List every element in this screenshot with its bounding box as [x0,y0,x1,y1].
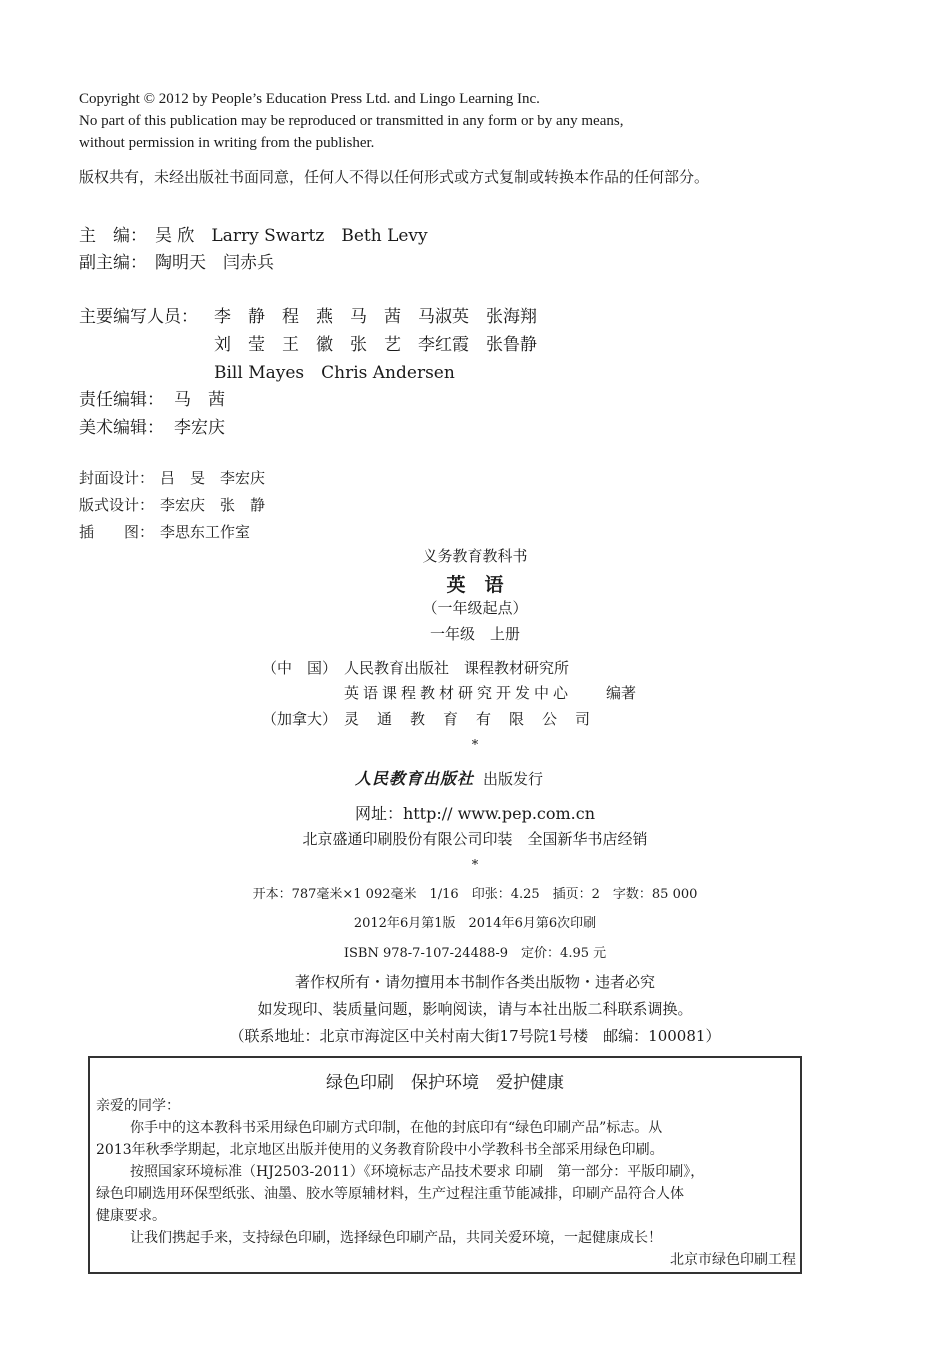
writers-label: 主要编写人员： [79,307,198,327]
publisher-logo: 人民教育出版社 [355,769,475,788]
publisher-suffix: 出版发行 [483,770,544,788]
layout-design-label: 版式设计： [79,496,155,514]
art-editor-value: 李宏庆 [174,418,225,438]
printer-info: 北京盛通印刷股份有限公司印装 全国新华书店经销 [302,830,648,848]
green-printing-box [88,1056,802,1274]
contact-address: （联系地址：北京市海淀区中关村南大街17号院1号楼 邮编：100081） [229,1027,721,1045]
canada-label: （加拿大） [262,710,338,728]
china-label: （中 国） [262,659,338,677]
cover-design-value: 吕 旻 李宏庆 [160,469,266,487]
green-box-p1-line1: 你手中的这本教科书采用绿色印刷方式印制，在他的封底印有“绿色印刷产品”标志。从 [130,1120,663,1136]
writers-line-2: 刘 莹 王 徽 张 艺 李红霞 张鲁静 [214,335,537,355]
green-box-p2-line3: 健康要求。 [96,1208,166,1224]
isbn-price: ISBN 978-7-107-24488-9 定价：4.95 元 [343,946,607,961]
green-box-p1-line2: 2013年秋季学期起，北京地区出版并使用的义务教育阶段中小学教科书全部采用绿色印刷。 [96,1142,664,1158]
green-box-p3-line1: 让我们携起手来，支持绿色印刷，选择绿色印刷产品，共同关爱环境，一起健康成长！ [130,1230,662,1246]
canada-org: 灵通教育有限公司 [344,710,609,728]
green-box-title: 绿色印刷 保护环境 爱护健康 [326,1073,564,1093]
green-box-p2-line1: 按照国家环境标准（HJ2503-2011）《环境标志产品技术要求 印刷 第一部分：平版印刷》， [130,1164,705,1180]
copyright-line-1: Copyright © 2012 by People’s Education Press Ltd. and Lingo Learning Inc. [79,91,540,107]
copyright-cn-notice: 版权共有，未经出版社书面同意，任何人不得以任何形式或方式复制或转换本作品的任何部分。 [79,168,710,186]
china-org-2: 英语课程教材研究开发中心 [344,684,573,702]
green-box-p2-line2: 绿色印刷选用环保型纸张、油墨、胶水等原辅材料，生产过程注重节能减排，印刷产品符合人体 [96,1186,684,1202]
copyright-line-3: without permission in writing from the publisher. [79,135,375,151]
writers-line-3: Bill Mayes Chris Andersen [214,363,455,383]
chief-editor-value: 吴 欣 Larry Swartz Beth Levy [155,226,428,246]
deputy-editor-value: 陶明天 闫赤兵 [155,253,274,273]
layout-design-value: 李宏庆 张 静 [160,496,266,514]
separator-star-2: * [471,858,479,873]
separator-star-1: * [471,738,479,753]
illustration-value: 李思东工作室 [160,523,251,541]
book-series: 义务教育教科书 [422,547,528,565]
compiled-by: 编著 [606,684,637,702]
quality-notice: 如发现印、装质量问题，影响阅读，请与本社出版二科联系调换。 [257,1000,693,1018]
chief-editor-label: 主 编： [79,226,147,246]
green-box-greeting: 亲爱的同学： [96,1098,180,1114]
book-title: 英 语 [446,574,504,596]
editor-in-charge-label: 责任编辑： [79,390,164,410]
illustration-label: 插 图： [79,523,155,541]
book-subtitle: （一年级起点） [422,599,528,617]
cover-design-label: 封面设计： [79,469,155,487]
edition-info: 2012年6月第1版 2014年6月第6次印刷 [353,916,597,931]
green-box-signature: 北京市绿色印刷工程 [670,1252,796,1268]
china-org-1: 人民教育出版社 课程教材研究所 [344,659,570,677]
writers-line-1: 李 静 程 燕 马 茜 马淑英 张海翔 [214,307,537,327]
editor-in-charge-value: 马 茜 [174,390,225,410]
rights-notice: 著作权所有・请勿擅用本书制作各类出版物・违者必究 [294,973,655,991]
copyright-line-2: No part of this publication may be reproduced or transmitted in any form or by any means, [79,113,624,129]
website: 网址：http:// www.pep.com.cn [354,804,596,823]
book-volume: 一年级 上册 [429,625,520,643]
deputy-editor-label: 副主编： [79,253,147,273]
book-specs: 开本：787毫米×1 092毫米 1/16 印张：4.25 插页：2 字数：85 000 [252,887,698,902]
art-editor-label: 美术编辑： [79,418,164,438]
